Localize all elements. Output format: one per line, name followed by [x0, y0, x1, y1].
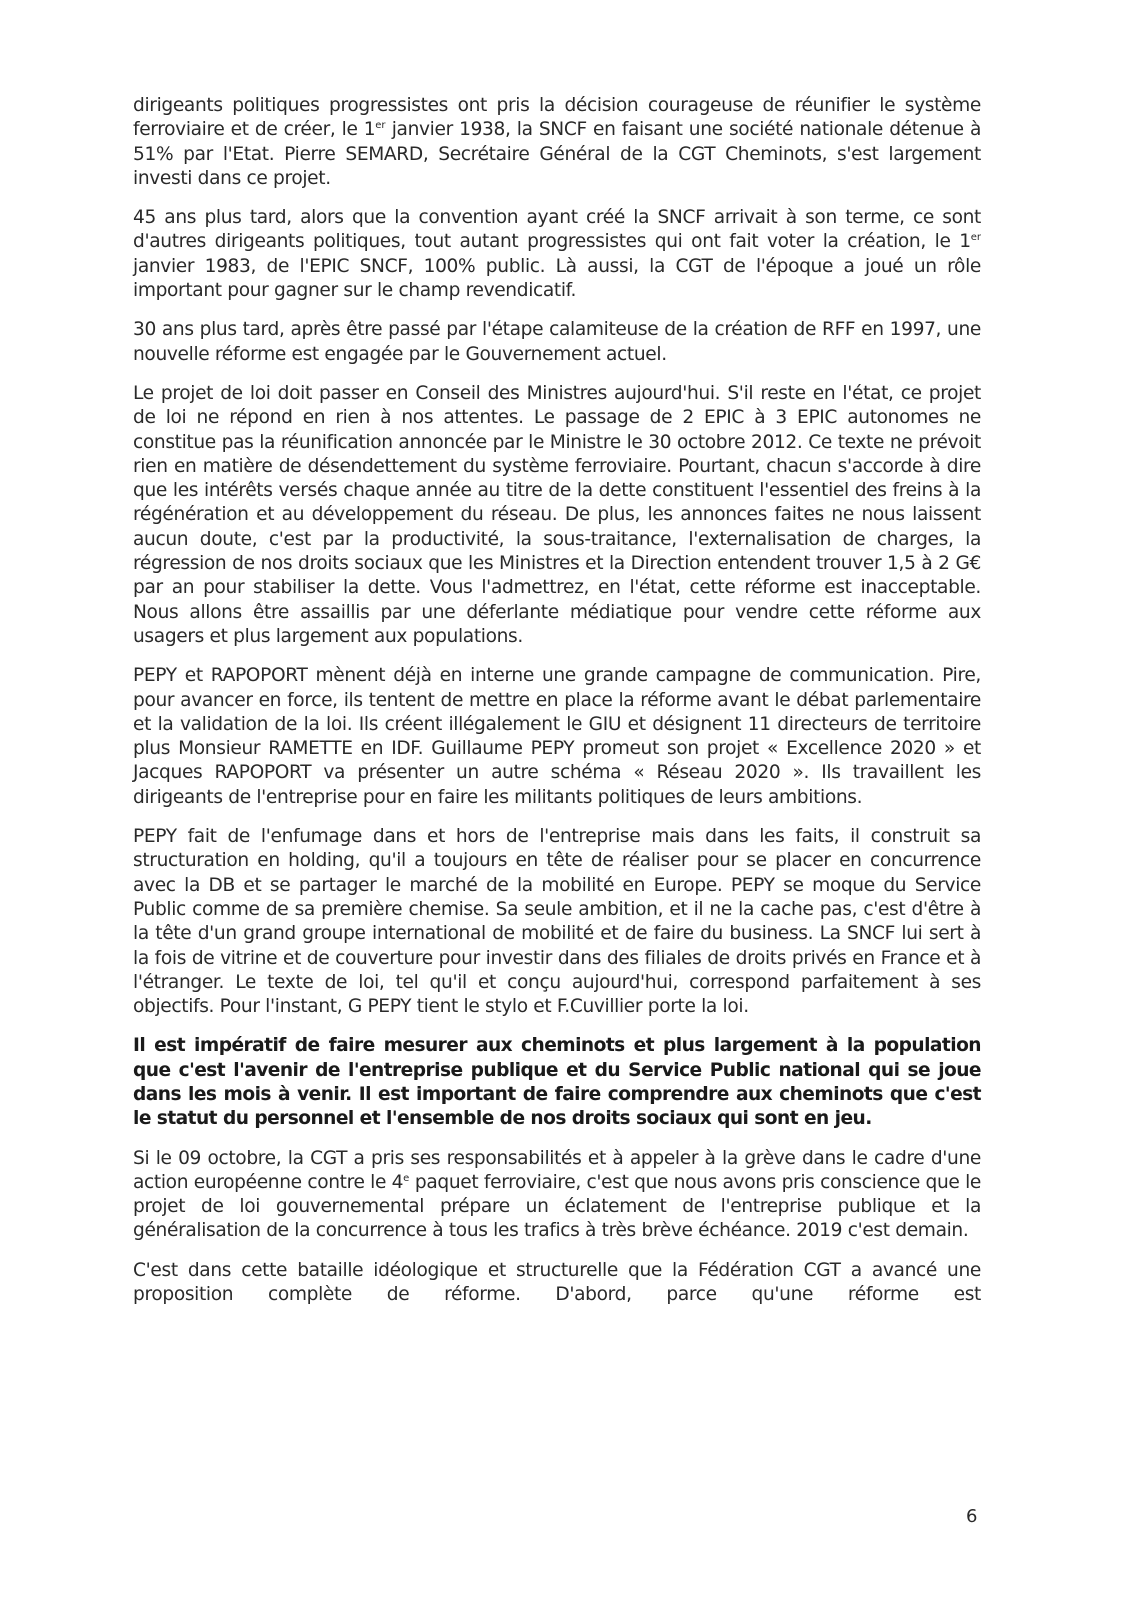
- superscript: e: [403, 1172, 410, 1184]
- paragraph-bataille-ideologique: C'est dans cette bataille idéologique et structurelle que la Fédération CGT a avancé une proposition complète de réforme. D'abord, parce qu'une réforme est: [133, 1259, 981, 1306]
- paragraph-projet-de-loi: Le projet de loi doit passer en Conseil des Ministres aujourd'hui. S'il reste en l'état, ce projet de loi ne répond en rien à nos attentes. Le passage de 2 EPIC à 3 EPIC autonomes ne constitue pas la réunification annoncée par le Ministre le 30 octobre 2012. Ce texte ne prévoit rien en matière de désendettement du système ferroviaire. Pourtant, chacun s'accorde à dire que les intérêts versés chaque année au titre de la dette constituent l'essentiel des freins à la régénération et au développement du réseau. De plus, les annonces faites ne nous laissent aucun doute, c'est par la productivité, la sous-traitance, l'externalisation de charges, la régression de nos droits sociaux que les Ministres et la Direction entendent trouver 1,5 à 2 G€ par an pour stabiliser la dette. Vous l'admettrez, en l'état, cette réforme est inacceptable. Nous allons être assaillis par une déferlante médiatique pour vendre cette réforme aux usagers et plus largement aux populations.: [133, 382, 981, 647]
- paragraph-text: janvier 1938, la SNCF en faisant une société nationale détenue à 51% par l'Etat. Pierre SEMARD, Secrétaire Général de la CGT Cheminots, s'est largement investi dans ce projet.: [133, 119, 981, 189]
- paragraph-pepy-rapoport: PEPY et RAPOPORT mènent déjà en interne une grande campagne de communication. Pire, pour avancer en force, ils tentent de mettre en place la réforme avant le débat parlementaire et la validation de la loi. Ils créent illégalement le GIU et désignent 11 directeurs de territoire plus Monsieur RAMETTE en IDF. Guillaume PEPY promeut son projet « Excellence 2020 » et Jacques RAPOPORT va présenter un autre schéma « Réseau 2020 ». Ils travaillent les dirigeants de l'entreprise pour en faire les militants politiques de leurs ambitions.: [133, 665, 981, 808]
- paragraph-greve-09-octobre: [133, 1147, 981, 1244]
- page-number: 6: [966, 1506, 978, 1527]
- document-page: [133, 94, 981, 1322]
- paragraph-epic-1983: [133, 206, 981, 303]
- superscript: er: [970, 232, 981, 244]
- paragraph-text: 45 ans plus tard, alors que la convention ayant créé la SNCF arrivait à son terme, ce sont d'autres dirigeants politiques, tout autant progressistes qui ont fait voter la création, le 1: [133, 207, 981, 253]
- paragraph-imperatif-bold: Il est impératif de faire mesurer aux cheminots et plus largement à la population que c'est l'avenir de l'entreprise publique et du Service Public national qui se joue dans les mois à venir. Il est important de faire comprendre aux cheminots que c'est le statut du personnel et l'ensemble de nos droits sociaux qui sont en jeu.: [133, 1035, 981, 1130]
- paragraph-sncf-1938: [133, 94, 981, 191]
- paragraph-text: dirigeants politiques progressistes ont pris la décision courageuse de réunifier le système ferroviaire et de créer, le 1: [133, 95, 981, 141]
- paragraph-text: Si le 09 octobre, la CGT a pris ses responsabilités et à appeler à la grève dans le cadre d'une action européenne contre le 4: [133, 1147, 981, 1193]
- paragraph-text: paquet ferroviaire, c'est que nous avons pris conscience que le projet de loi gouvernemental prépare un éclatement de l'entreprise publique et la généralisation de la concurrence à tous les trafics à très brève échéance. 2019 c'est demain.: [133, 1171, 981, 1242]
- paragraph-enfumage: PEPY fait de l'enfumage dans et hors de l'entreprise mais dans les faits, il construit sa structuration en holding, qu'il a toujours en tête de réaliser pour se placer en concurrence avec la DB et se partager le marché de la mobilité en Europe. PEPY se moque du Service Public comme de sa première chemise. Sa seule ambition, et il ne la cache pas, c'est d'être à la tête d'un grand groupe international de mobilité et de faire du business. La SNCF lui sert à la fois de vitrine et de couverture pour investir dans des filiales de droits privés en France et à l'étranger. Le texte de loi, tel qu'il et conçu aujourd'hui, correspond parfaitement à ses objectifs. Pour l'instant, G PEPY tient le stylo et F.Cuvillier porte la loi.: [133, 826, 981, 1018]
- paragraph-text: janvier 1983, de l'EPIC SNCF, 100% public. Là aussi, la CGT de l'époque a joué un rôle important pour gagner sur le champ revendicatif.: [133, 255, 981, 302]
- superscript: er: [375, 120, 386, 132]
- paragraph-rff-1997: 30 ans plus tard, après être passé par l'étape calamiteuse de la création de RFF en 1997, une nouvelle réforme est engagée par le Gouvernement actuel.: [133, 319, 981, 365]
